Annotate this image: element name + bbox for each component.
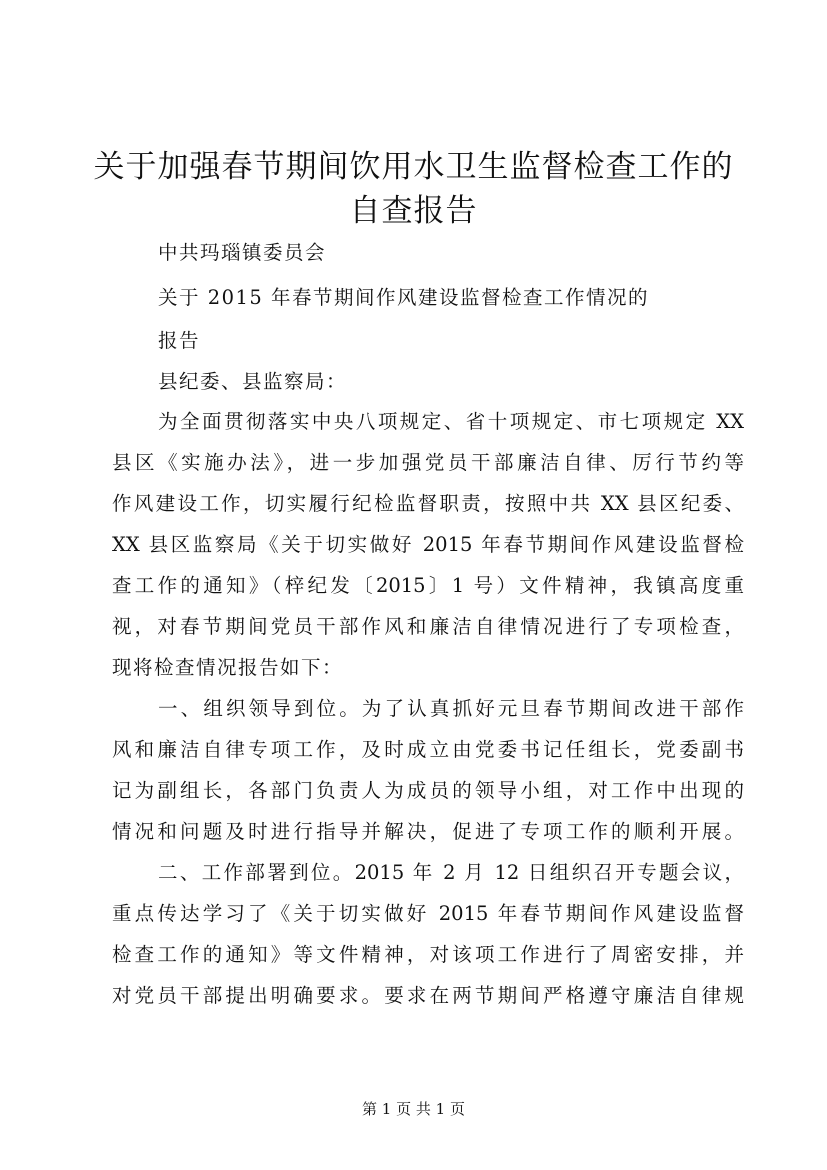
body-line: 为全面贯彻落实中央八项规定、省十项规定、市七项规定 XX bbox=[158, 410, 744, 433]
page-footer: 第 1 页 共 1 页 bbox=[362, 1100, 465, 1118]
document-title-line-2: 自查报告 bbox=[349, 193, 478, 229]
body-line: 一、组织领导到位。为了认真抓好元旦春节期间改进干部作 bbox=[158, 697, 744, 720]
document-title-line-1: 关于加强春节期间饮用水卫生监督检查工作的 bbox=[93, 149, 734, 185]
sender-line: 中共玛瑙镇委员会 bbox=[158, 241, 327, 264]
body-line: 作风建设工作，切实履行纪检监督职责，按照中共 XX 县区纪委、 bbox=[112, 492, 744, 515]
body-line: 重点传达学习了《关于切实做好 2015 年春节期间作风建设监督 bbox=[112, 902, 744, 925]
report-subject-line: 关于 2015 年春节期间作风建设监督检查工作情况的 bbox=[158, 286, 650, 309]
body-line: 对党员干部提出明确要求。要求在两节期间严格遵守廉洁自律规 bbox=[112, 984, 744, 1007]
body-line: 县区《实施办法》，进一步加强党员干部廉洁自律、厉行节约等 bbox=[112, 451, 744, 474]
body-line: 视，对春节期间党员干部作风和廉洁自律情况进行了专项检查， bbox=[112, 615, 744, 638]
body-line: 二、工作部署到位。2015 年 2 月 12 日组织召开专题会议， bbox=[158, 861, 744, 884]
recipient-line: 县纪委、县监察局： bbox=[158, 370, 348, 393]
report-subject-line-2: 报告 bbox=[158, 329, 201, 352]
body-line: XX 县区监察局《关于切实做好 2015 年春节期间作风建设监督检 bbox=[112, 533, 744, 556]
body-line: 情况和问题及时进行指导并解决，促进了专项工作的顺利开展。 bbox=[112, 820, 744, 843]
body-line: 记为副组长，各部门负责人为成员的领导小组，对工作中出现的 bbox=[112, 779, 744, 802]
body-line: 查工作的通知》（梓纪发〔2015〕1 号）文件精神，我镇高度重 bbox=[112, 574, 744, 597]
body-line: 现将检查情况报告如下： bbox=[112, 656, 344, 679]
body-line: 风和廉洁自律专项工作，及时成立由党委书记任组长，党委副书 bbox=[112, 738, 744, 761]
body-line: 检查工作的通知》等文件精神，对该项工作进行了周密安排，并 bbox=[112, 943, 744, 966]
